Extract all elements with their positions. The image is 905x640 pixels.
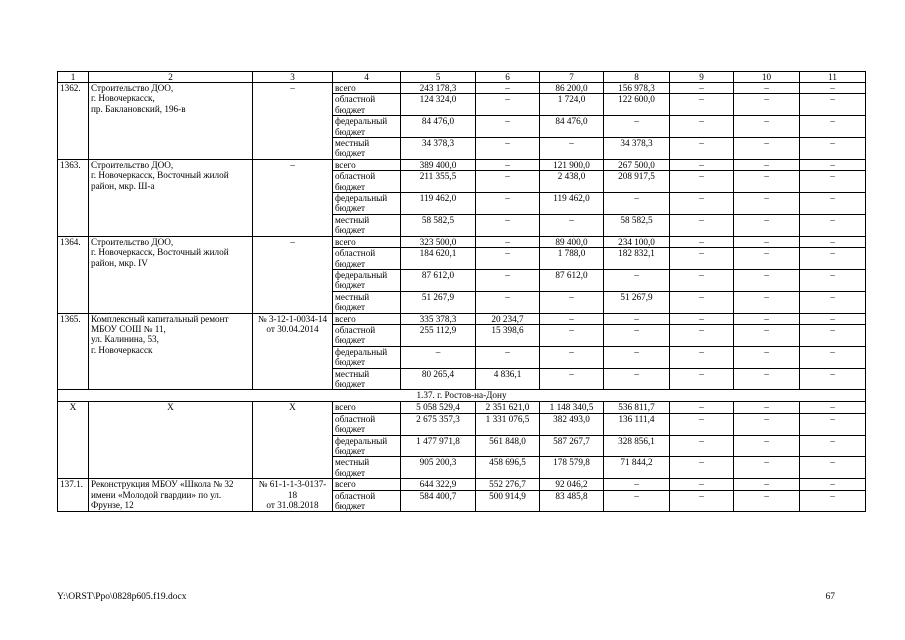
amount-cell: 905 200,3 [401,457,476,479]
amount-cell: 561 848,0 [476,435,540,457]
amount-cell: 83 485,8 [540,490,604,512]
amount-cell: – [670,236,734,247]
amount-cell: 211 355,5 [401,171,476,193]
funding-category: областной бюджет [333,94,401,116]
amount-cell: – [800,313,866,324]
amount-cell: – [800,368,866,390]
amount-cell: – [734,291,800,313]
amount-cell: – [604,313,670,324]
amount-cell: 178 579,8 [540,457,604,479]
amount-cell: 234 100,0 [604,236,670,247]
funding-category: областной бюджет [333,171,401,193]
amount-cell: – [670,138,734,160]
amount-cell: – [800,346,866,368]
amount-cell: 86 200,0 [540,83,604,94]
item-number: Х [58,402,89,479]
amount-cell: – [734,313,800,324]
amount-cell: 156 978,3 [604,83,670,94]
item-name: Реконструкция МБОУ «Школа № 32 имени «Молодой гвардии» по ул. Фрунзе, 12 [89,479,253,512]
amount-cell: – [476,291,540,313]
amount-cell: 34 378,3 [401,138,476,160]
item-name: Комплексный капитальный ремонт МБОУ СОШ № 11, ул. Калинина, 53, г. Новочеркасск [89,313,253,390]
amount-cell: 243 178,3 [401,83,476,94]
amount-cell: – [734,479,800,490]
amount-cell: – [670,479,734,490]
amount-cell: – [476,94,540,116]
amount-cell: – [800,116,866,138]
funding-category: всего [333,313,401,324]
item-document: – [253,159,333,236]
column-number: 5 [401,72,476,83]
amount-cell: – [670,435,734,457]
table-row [58,313,866,324]
amount-cell: 51 267,9 [604,291,670,313]
amount-cell: 15 398,6 [476,324,540,346]
funding-category: федеральный бюджет [333,435,401,457]
amount-cell: – [476,346,540,368]
funding-category: областной бюджет [333,490,401,512]
amount-cell: – [800,83,866,94]
amount-cell: – [800,94,866,116]
amount-cell: – [604,368,670,390]
amount-cell: – [800,324,866,346]
amount-cell: – [401,346,476,368]
amount-cell: – [734,346,800,368]
amount-cell: 58 582,5 [401,214,476,236]
amount-cell: – [800,269,866,291]
amount-cell: – [800,457,866,479]
item-number: 1364. [58,236,89,313]
amount-cell: – [734,324,800,346]
amount-cell: 136 111,4 [604,413,670,435]
amount-cell: – [800,138,866,160]
amount-cell: – [670,368,734,390]
column-number: 9 [670,72,734,83]
column-number: 4 [333,72,401,83]
amount-cell: 587 267,7 [540,435,604,457]
amount-cell: – [540,368,604,390]
amount-cell: – [670,324,734,346]
amount-cell: – [800,479,866,490]
amount-cell: – [734,138,800,160]
amount-cell: 2 438,0 [540,171,604,193]
amount-cell: – [670,402,734,413]
amount-cell: – [540,313,604,324]
amount-cell: – [476,214,540,236]
column-number: 1 [58,72,89,83]
column-number: 7 [540,72,604,83]
amount-cell: – [604,490,670,512]
amount-cell: 119 462,0 [401,193,476,215]
amount-cell: 184 620,1 [401,248,476,270]
amount-cell: 84 476,0 [401,116,476,138]
budget-table [57,71,866,512]
item-document: – [253,83,333,160]
item-document: – [253,236,333,313]
amount-cell: 58 582,5 [604,214,670,236]
amount-cell: 1 331 076,5 [476,413,540,435]
amount-cell: 84 476,0 [540,116,604,138]
amount-cell: – [734,214,800,236]
amount-cell: – [670,413,734,435]
item-document: Х [253,402,333,479]
amount-cell: 208 917,5 [604,171,670,193]
amount-cell: – [800,214,866,236]
amount-cell: – [734,457,800,479]
section-row [58,390,866,402]
amount-cell: – [476,248,540,270]
amount-cell: – [476,83,540,94]
amount-cell: 121 900,0 [540,159,604,170]
amount-cell: – [476,236,540,247]
amount-cell: – [540,291,604,313]
amount-cell: – [476,193,540,215]
amount-cell: 4 836,1 [476,368,540,390]
section-title: 1.37. г. Ростов-на-Дону [58,390,866,402]
column-number: 10 [734,72,800,83]
amount-cell: – [800,159,866,170]
amount-cell: – [734,368,800,390]
amount-cell: 92 046,2 [540,479,604,490]
column-number: 11 [800,72,866,83]
amount-cell: – [670,116,734,138]
amount-cell: – [670,457,734,479]
amount-cell: – [670,313,734,324]
funding-category: областной бюджет [333,413,401,435]
funding-category: местный бюджет [333,368,401,390]
item-number: 1365. [58,313,89,390]
amount-cell: 328 856,1 [604,435,670,457]
amount-cell: – [670,214,734,236]
amount-cell: – [604,269,670,291]
amount-cell: – [604,116,670,138]
funding-category: федеральный бюджет [333,269,401,291]
amount-cell: – [540,214,604,236]
table-row [58,479,866,490]
amount-cell: – [734,490,800,512]
funding-category: местный бюджет [333,214,401,236]
funding-category: областной бюджет [333,324,401,346]
funding-category: всего [333,159,401,170]
amount-cell: 87 612,0 [401,269,476,291]
amount-cell: – [734,248,800,270]
amount-cell: – [800,291,866,313]
funding-category: федеральный бюджет [333,346,401,368]
amount-cell: – [476,159,540,170]
amount-cell: 584 400,7 [401,490,476,512]
funding-category: всего [333,479,401,490]
funding-category: всего [333,236,401,247]
amount-cell: 335 378,3 [401,313,476,324]
amount-cell: – [540,324,604,346]
amount-cell: 644 322,9 [401,479,476,490]
item-name: Строительство ДОО, г. Новочеркасск, Восточный жилой район, мкр. IV [89,236,253,313]
item-name: Строительство ДОО, г. Новочеркасск, Восточный жилой район, мкр. Ш-а [89,159,253,236]
amount-cell: – [800,413,866,435]
amount-cell: 1 148 340,5 [540,402,604,413]
amount-cell: 536 811,7 [604,402,670,413]
amount-cell: – [670,193,734,215]
column-number: 3 [253,72,333,83]
amount-cell: – [476,116,540,138]
table-row [58,159,866,170]
amount-cell: – [734,435,800,457]
amount-cell: 51 267,9 [401,291,476,313]
amount-cell: – [604,193,670,215]
amount-cell: 119 462,0 [540,193,604,215]
amount-cell: – [604,324,670,346]
amount-cell: – [734,269,800,291]
page-number: 67 [825,592,835,602]
amount-cell: – [476,269,540,291]
amount-cell: 323 500,0 [401,236,476,247]
amount-cell: 124 324,0 [401,94,476,116]
funding-category: федеральный бюджет [333,193,401,215]
amount-cell: 267 500,0 [604,159,670,170]
amount-cell: – [800,236,866,247]
amount-cell: – [734,83,800,94]
amount-cell: – [734,159,800,170]
amount-cell: – [670,94,734,116]
amount-cell: 182 832,1 [604,248,670,270]
amount-cell: 2 675 357,3 [401,413,476,435]
funding-category: местный бюджет [333,138,401,160]
amount-cell: 34 378,3 [604,138,670,160]
amount-cell: – [800,248,866,270]
amount-cell: – [604,346,670,368]
amount-cell: 500 914,9 [476,490,540,512]
amount-cell: – [800,435,866,457]
funding-category: всего [333,402,401,413]
column-number: 2 [89,72,253,83]
amount-cell: – [670,269,734,291]
funding-category: областной бюджет [333,248,401,270]
amount-cell: – [734,413,800,435]
table-row [58,402,866,413]
column-number-row [58,72,866,83]
amount-cell: – [800,171,866,193]
amount-cell: 255 112,9 [401,324,476,346]
funding-category: местный бюджет [333,457,401,479]
amount-cell: – [670,291,734,313]
amount-cell: – [800,490,866,512]
amount-cell: 87 612,0 [540,269,604,291]
column-number: 8 [604,72,670,83]
amount-cell: 89 400,0 [540,236,604,247]
amount-cell: 5 058 529,4 [401,402,476,413]
amount-cell: 1 724,0 [540,94,604,116]
funding-category: местный бюджет [333,291,401,313]
item-name: Строительство ДОО, г. Новочеркасск, пр. Баклановский, 196-в [89,83,253,160]
amount-cell: 2 351 621,0 [476,402,540,413]
amount-cell: – [734,402,800,413]
amount-cell: – [604,479,670,490]
amount-cell: – [540,346,604,368]
amount-cell: 1 788,0 [540,248,604,270]
amount-cell: – [800,402,866,413]
amount-cell: – [734,171,800,193]
amount-cell: – [540,138,604,160]
amount-cell: 1 477 971,8 [401,435,476,457]
table-row [58,83,866,94]
amount-cell: – [476,171,540,193]
item-name: Х [89,402,253,479]
table-row [58,236,866,247]
amount-cell: 458 696,5 [476,457,540,479]
amount-cell: – [800,193,866,215]
amount-cell: – [734,236,800,247]
amount-cell: – [476,138,540,160]
amount-cell: – [670,159,734,170]
footer-file-path: Y:\ORST\Ppo\0828p605.f19.docx [57,592,187,602]
amount-cell: 389 400,0 [401,159,476,170]
amount-cell: – [734,116,800,138]
amount-cell: 552 276,7 [476,479,540,490]
amount-cell: – [670,83,734,94]
item-number: 1362. [58,83,89,160]
column-number: 6 [476,72,540,83]
item-document: № 61-1-1-3-0137-18 от 31.08.2018 [253,479,333,512]
amount-cell: – [734,94,800,116]
amount-cell: 71 844,2 [604,457,670,479]
amount-cell: 382 493,0 [540,413,604,435]
amount-cell: 122 600,0 [604,94,670,116]
item-number: 137.1. [58,479,89,512]
item-number: 1363. [58,159,89,236]
amount-cell: – [670,346,734,368]
amount-cell: – [670,248,734,270]
amount-cell: 20 234,7 [476,313,540,324]
amount-cell: 80 265,4 [401,368,476,390]
item-document: № 3-12-1-0034-14 от 30.04.2014 [253,313,333,390]
amount-cell: – [670,171,734,193]
amount-cell: – [670,490,734,512]
funding-category: всего [333,83,401,94]
funding-category: федеральный бюджет [333,116,401,138]
amount-cell: – [734,193,800,215]
